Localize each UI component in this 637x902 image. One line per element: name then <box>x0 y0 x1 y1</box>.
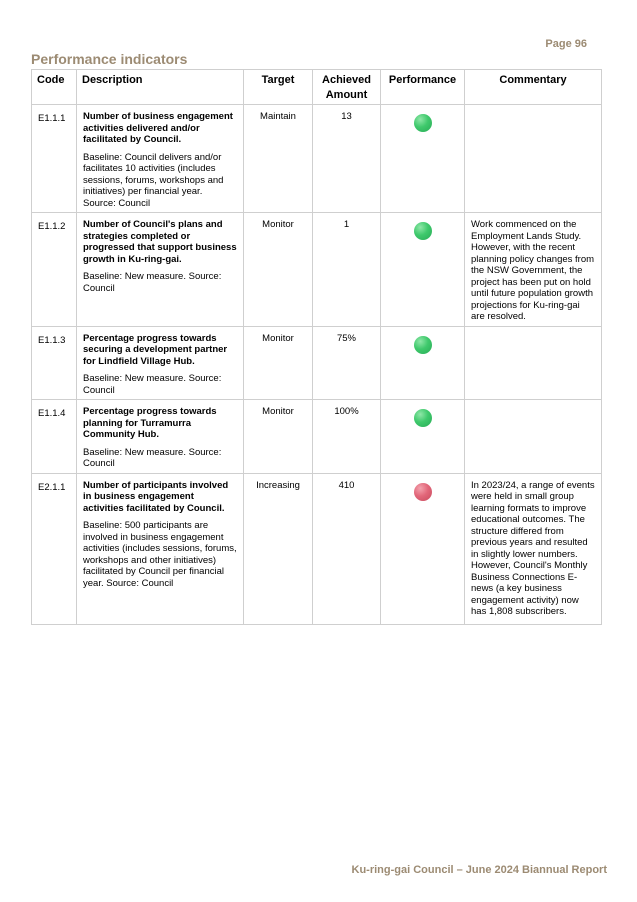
row-target: Increasing <box>244 473 313 624</box>
row-target: Monitor <box>244 400 313 474</box>
row-commentary <box>465 400 602 474</box>
performance-indicators-table <box>31 69 602 625</box>
section-title: Performance indicators <box>31 51 188 67</box>
table-row <box>32 326 602 400</box>
table-row <box>32 213 602 327</box>
row-code: E1.1.3 <box>32 326 77 400</box>
column-header-code: Code <box>32 70 77 105</box>
row-description <box>77 400 244 474</box>
table-row <box>32 473 602 624</box>
row-commentary: In 2023/24, a range of events were held in small group learning formats to improve educational outcomes. The structure differed from previous years and resulted in slightly lower numbers. However, Council's Monthly Business Connections E-news (a key business engagement activity) now has 1,808 subscribers. <box>465 473 602 624</box>
indicator-baseline: Baseline: Council delivers and/or facilitates 10 activities (includes sessions, forums, workshops and initiatives) per financial year. Source: Council <box>83 151 224 209</box>
row-commentary: Work commenced on the Employment Lands Study. However, with the recent planning policy changes from the NSW Government, the project has been put on hold until future population growth projections for Ku-ring-gai are resolved. <box>465 213 602 327</box>
table-header-row <box>32 70 602 105</box>
row-performance <box>381 473 465 624</box>
column-header-achieved-amount <box>313 70 381 105</box>
row-achieved: 100% <box>313 400 381 474</box>
indicator-description: Number of business engagement activities delivered and/or facilitated by Council. <box>83 111 233 145</box>
row-achieved: 13 <box>313 105 381 213</box>
green-status-icon <box>414 409 432 427</box>
row-performance <box>381 326 465 400</box>
column-header-achieved-line2: Amount <box>325 89 368 101</box>
indicator-baseline: Baseline: 500 participants are involved in business engagement activities (includes sessions, forums, workshops and other initiatives) facilitated by Council per financial year. Source: Council <box>83 520 237 589</box>
row-performance <box>381 400 465 474</box>
report-footer: Ku-ring-gai Council – June 2024 Biannual Report <box>351 864 607 876</box>
column-header-performance: Performance <box>381 70 465 105</box>
row-achieved: 75% <box>313 326 381 400</box>
green-status-icon <box>414 222 432 240</box>
table-row <box>32 400 602 474</box>
row-description <box>77 473 244 624</box>
row-target: Monitor <box>244 326 313 400</box>
row-code: E1.1.4 <box>32 400 77 474</box>
row-achieved: 1 <box>313 213 381 327</box>
column-header-target: Target <box>244 70 313 105</box>
row-achieved: 410 <box>313 473 381 624</box>
column-header-description: Description <box>77 70 244 105</box>
column-header-achieved-line1: Achieved <box>322 74 371 86</box>
column-header-commentary: Commentary <box>465 70 602 105</box>
row-code: E1.1.2 <box>32 213 77 327</box>
row-description <box>77 326 244 400</box>
green-status-icon <box>414 336 432 354</box>
row-commentary <box>465 326 602 400</box>
indicator-baseline: Baseline: New measure. Source: Council <box>83 373 222 396</box>
indicator-description: Percentage progress towards planning for Turramurra Community Hub. <box>83 406 217 440</box>
green-status-icon <box>414 114 432 132</box>
red-status-icon <box>414 483 432 501</box>
row-description <box>77 213 244 327</box>
row-target: Monitor <box>244 213 313 327</box>
row-performance <box>381 213 465 327</box>
table-row <box>32 105 602 213</box>
indicator-description: Percentage progress towards securing a development partner for Lindfield Village Hub. <box>83 332 228 367</box>
indicator-description: Number of participants involved in business engagement activities facilitated by Council. <box>83 479 229 514</box>
indicator-baseline: Baseline: New measure. Source: Council <box>83 446 222 469</box>
indicator-baseline: Baseline: New measure. Source: Council <box>83 271 222 294</box>
page-number: Page 96 <box>545 38 587 50</box>
row-code: E2.1.1 <box>32 473 77 624</box>
row-description <box>77 105 244 213</box>
row-code: E1.1.1 <box>32 105 77 213</box>
row-performance <box>381 105 465 213</box>
indicator-description: Number of Council's plans and strategies completed or progressed that support business growth in Ku-ring-gai. <box>83 219 237 265</box>
row-target: Maintain <box>244 105 313 213</box>
row-commentary <box>465 105 602 213</box>
